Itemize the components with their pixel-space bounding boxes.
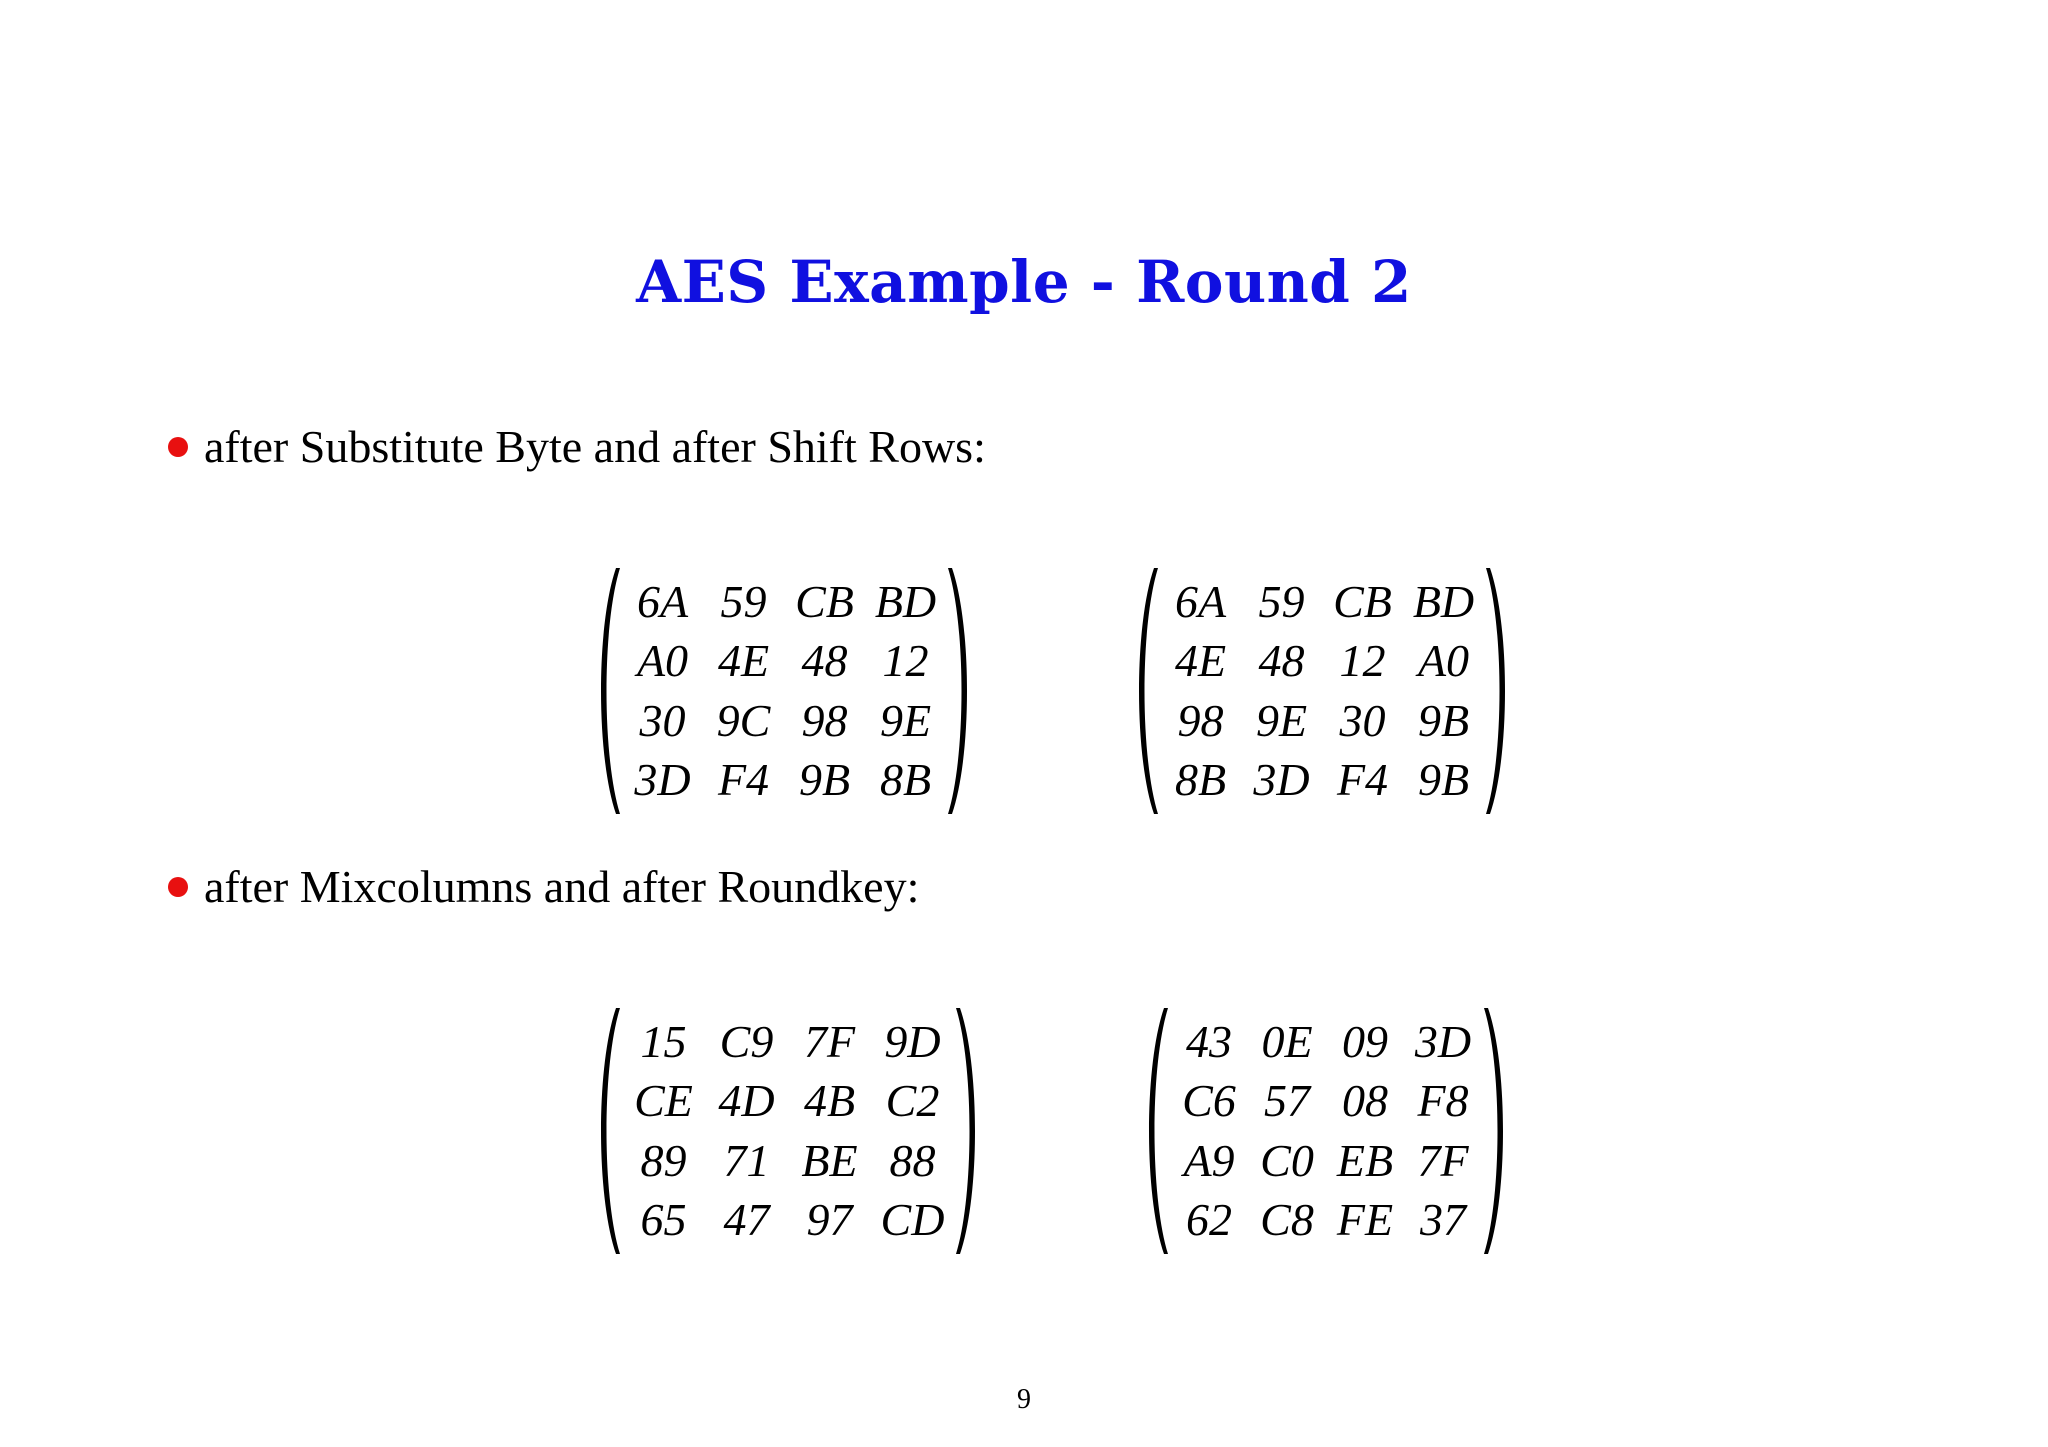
matrix-cell: 9D [884, 1015, 941, 1067]
matrix-cell: 3D [1253, 754, 1310, 806]
matrix-cell: 47 [723, 1194, 770, 1246]
matrix-grid [622, 572, 946, 810]
matrix-cell: C8 [1260, 1194, 1314, 1246]
matrix-cell: EB [1336, 1134, 1394, 1186]
left-paren-icon [592, 1006, 622, 1256]
matrix-cell: 43 [1186, 1015, 1232, 1067]
matrix-sub-byte [592, 566, 976, 816]
matrix-cell: F8 [1417, 1075, 1469, 1127]
matrix-cell: 6A [636, 575, 689, 627]
matrix-cell: F4 [1336, 754, 1389, 806]
matrix-cell: 0E [1261, 1015, 1313, 1067]
matrix-cell: 89 [640, 1134, 687, 1186]
bullet-item-2 [168, 860, 919, 913]
slide-title: AES Example - Round 2 [636, 248, 1412, 316]
matrix-cell: 7F [803, 1015, 856, 1067]
matrix-cell: FE [1336, 1194, 1394, 1246]
matrix-shift-rows [1130, 566, 1514, 816]
page-number: 9 [1017, 1384, 1031, 1415]
matrix-cell: 98 [1177, 694, 1224, 746]
matrix-cell: 37 [1420, 1194, 1466, 1246]
matrix-cell: 7F [1417, 1134, 1469, 1186]
matrix-cell: 12 [1339, 635, 1386, 687]
matrix-cell: 48 [801, 635, 848, 687]
matrix-cell: 9B [798, 754, 851, 806]
matrix-cell: 9E [1255, 694, 1308, 746]
matrix-cell: 59 [1258, 575, 1305, 627]
matrix-cell: 4E [1174, 635, 1227, 687]
bullet-dot-icon [168, 437, 188, 457]
right-paren-icon [954, 1006, 984, 1256]
matrix-cell: 65 [640, 1194, 687, 1246]
matrix-cell: 9C [716, 694, 771, 746]
right-paren-icon [1482, 1006, 1512, 1256]
matrix-cell: 15 [640, 1015, 687, 1067]
matrix-cell: 98 [801, 694, 848, 746]
bullet-text: after Substitute Byte and after Shift Rows: [204, 421, 986, 472]
matrix-cell: 71 [723, 1134, 770, 1186]
matrix-cell: C6 [1182, 1075, 1236, 1127]
matrix-cell: 30 [639, 694, 686, 746]
matrix-cell: 48 [1258, 635, 1305, 687]
matrix-cell: 97 [806, 1194, 853, 1246]
matrix-cell: 08 [1342, 1075, 1388, 1127]
matrix-cell: 09 [1342, 1015, 1388, 1067]
matrix-cell: C9 [719, 1015, 774, 1067]
matrix-cell: BD [1412, 575, 1475, 627]
matrix-cell: A0 [1417, 635, 1470, 687]
matrix-cell: CB [1333, 575, 1392, 627]
left-paren-icon [1130, 566, 1160, 816]
bullet-text: after Mixcolumns and after Roundkey: [204, 861, 920, 912]
left-paren-icon [1140, 1006, 1170, 1256]
matrix-cell: A9 [1183, 1134, 1235, 1186]
matrix-round-key [1140, 1006, 1512, 1256]
matrix-cell: 30 [1339, 694, 1386, 746]
right-paren-icon [1484, 566, 1514, 816]
matrix-cell: 4B [803, 1075, 856, 1127]
matrix-grid [622, 1012, 954, 1250]
matrix-cell: A0 [636, 635, 689, 687]
matrix-cell: C0 [1260, 1134, 1314, 1186]
left-paren-icon [592, 566, 622, 816]
matrix-cell: 9E [879, 694, 932, 746]
bullet-dot-icon [168, 877, 188, 897]
matrix-cell: 3D [634, 754, 691, 806]
matrix-cell: 62 [1186, 1194, 1232, 1246]
matrix-cell: 57 [1264, 1075, 1310, 1127]
matrix-cell: 4D [718, 1075, 775, 1127]
matrix-mix-columns [592, 1006, 984, 1256]
matrix-cell: 9B [1417, 754, 1470, 806]
matrix-cell: CD [880, 1194, 945, 1246]
matrix-cell: C2 [885, 1075, 940, 1127]
matrix-cell: 8B [1174, 754, 1227, 806]
matrix-cell: 4E [717, 635, 770, 687]
matrix-cell: 3D [1414, 1015, 1472, 1067]
matrix-cell: 12 [882, 635, 929, 687]
matrix-cell: CE [634, 1075, 693, 1127]
matrix-cell: 8B [879, 754, 932, 806]
right-paren-icon [946, 566, 976, 816]
matrix-cell: BE [801, 1134, 858, 1186]
matrix-cell: 88 [889, 1134, 936, 1186]
matrix-cell: 6A [1174, 575, 1227, 627]
matrix-cell: 59 [720, 575, 767, 627]
matrix-cell: 9B [1417, 694, 1470, 746]
matrix-cell: CB [795, 575, 854, 627]
bullet-item-1 [168, 420, 986, 473]
matrix-grid [1170, 1012, 1482, 1250]
matrix-cell: F4 [717, 754, 770, 806]
matrix-grid [1160, 572, 1484, 810]
matrix-cell: BD [874, 575, 937, 627]
